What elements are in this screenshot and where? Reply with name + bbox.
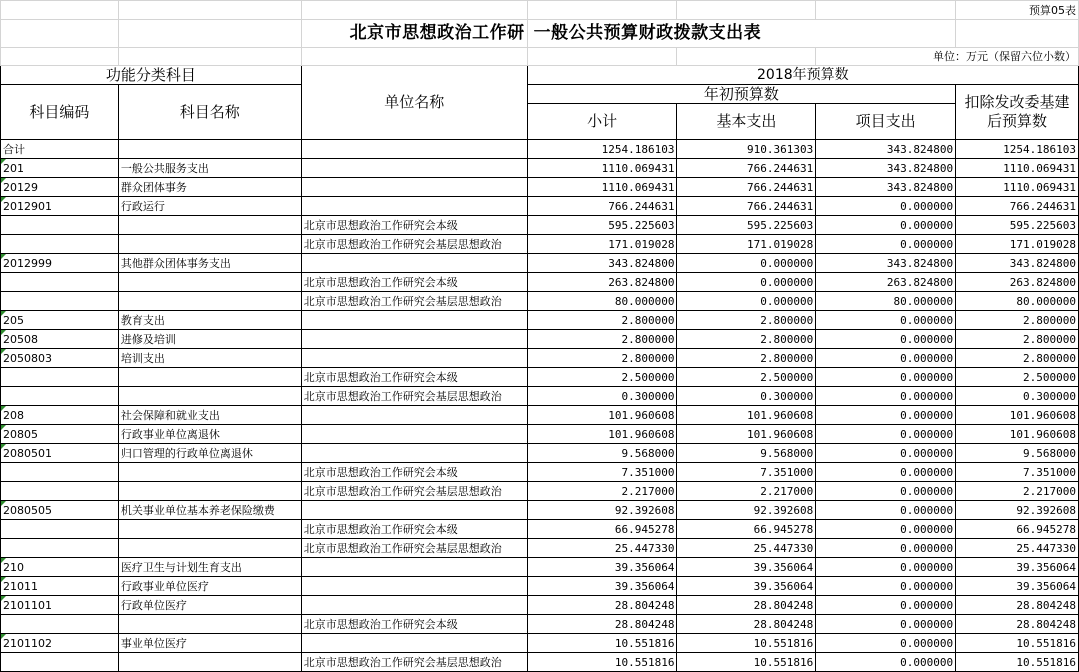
code-cell[interactable]: 20508 [1, 330, 119, 349]
name-cell[interactable] [118, 140, 301, 159]
basic-cell[interactable]: 39.356064 [677, 577, 816, 596]
table-row [1, 634, 1079, 653]
name-cell[interactable]: 社会保障和就业支出 [118, 406, 301, 425]
after-cell[interactable]: 171.019028 [956, 235, 1079, 254]
after-cell[interactable]: 92.392608 [956, 501, 1079, 520]
after-cell[interactable]: 0.300000 [956, 387, 1079, 406]
project-header[interactable]: 项目支出 [816, 104, 956, 140]
table-row [1, 501, 1079, 520]
unit-cell[interactable] [301, 349, 527, 368]
after-cell[interactable]: 595.225603 [956, 216, 1079, 235]
code-cell[interactable]: 2080501 [1, 444, 119, 463]
cell[interactable] [301, 1, 527, 20]
unit-cell[interactable]: 北京市思想政治工作研究会本级 [301, 463, 527, 482]
subtotal-cell[interactable]: 1110.069431 [527, 178, 677, 197]
table-row [1, 330, 1079, 349]
name-cell[interactable]: 一般公共服务支出 [118, 159, 301, 178]
subtotal-cell[interactable]: 171.019028 [527, 235, 677, 254]
subtotal-cell[interactable]: 2.800000 [527, 330, 677, 349]
unit-cell[interactable] [301, 330, 527, 349]
name-cell[interactable]: 行政事业单位离退休 [118, 425, 301, 444]
code-cell[interactable] [1, 292, 119, 311]
basic-cell[interactable]: 0.000000 [677, 273, 816, 292]
subtotal-cell[interactable]: 9.568000 [527, 444, 677, 463]
project-cell[interactable]: 0.000000 [816, 311, 956, 330]
after-cell[interactable]: 39.356064 [956, 558, 1079, 577]
after-cell[interactable]: 2.217000 [956, 482, 1079, 501]
basic-cell[interactable]: 66.945278 [677, 520, 816, 539]
unit-cell[interactable] [301, 577, 527, 596]
name-cell[interactable]: 归口管理的行政单位离退休 [118, 444, 301, 463]
table-row [1, 216, 1079, 235]
after-cell[interactable]: 101.960608 [956, 425, 1079, 444]
name-cell[interactable]: 医疗卫生与计划生育支出 [118, 558, 301, 577]
basic-cell[interactable]: 2.217000 [677, 482, 816, 501]
subtotal-cell[interactable]: 92.392608 [527, 501, 677, 520]
code-cell[interactable] [1, 235, 119, 254]
after-cell[interactable]: 1110.069431 [956, 159, 1079, 178]
table-row [1, 577, 1079, 596]
table-row [1, 178, 1079, 197]
basic-cell[interactable]: 10.551816 [677, 634, 816, 653]
code-cell[interactable] [1, 520, 119, 539]
project-cell[interactable]: 0.000000 [816, 520, 956, 539]
name-cell[interactable]: 教育支出 [118, 311, 301, 330]
basic-cell[interactable]: 7.351000 [677, 463, 816, 482]
project-cell[interactable]: 263.824800 [816, 273, 956, 292]
project-cell[interactable]: 0.000000 [816, 425, 956, 444]
unit-cell[interactable] [301, 254, 527, 273]
subtotal-cell[interactable]: 28.804248 [527, 615, 677, 634]
project-cell[interactable]: 0.000000 [816, 197, 956, 216]
name-cell[interactable] [118, 292, 301, 311]
table-row [1, 653, 1079, 672]
unit-cell[interactable]: 北京市思想政治工作研究会本级 [301, 615, 527, 634]
cell[interactable] [1, 48, 119, 66]
subtotal-cell[interactable]: 10.551816 [527, 653, 677, 672]
after-cell[interactable]: 28.804248 [956, 615, 1079, 634]
subtotal-cell[interactable]: 39.356064 [527, 558, 677, 577]
name-header[interactable]: 科目名称 [118, 85, 301, 140]
table-row [1, 596, 1079, 615]
code-cell[interactable] [1, 615, 119, 634]
unit-cell[interactable] [301, 444, 527, 463]
code-cell[interactable] [1, 482, 119, 501]
subtotal-cell[interactable]: 101.960608 [527, 425, 677, 444]
table-row [1, 273, 1079, 292]
project-cell[interactable]: 0.000000 [816, 216, 956, 235]
name-cell[interactable]: 行政运行 [118, 197, 301, 216]
project-cell[interactable]: 0.000000 [816, 349, 956, 368]
name-cell[interactable] [118, 387, 301, 406]
subtotal-cell[interactable]: 2.217000 [527, 482, 677, 501]
basic-cell[interactable]: 39.356064 [677, 558, 816, 577]
basic-cell[interactable]: 10.551816 [677, 653, 816, 672]
unit-cell[interactable]: 北京市思想政治工作研究会本级 [301, 216, 527, 235]
unit-cell[interactable] [301, 425, 527, 444]
unit-note[interactable]: 单位：万元（保留六位小数） [816, 48, 1079, 66]
cell[interactable] [527, 48, 677, 66]
code-cell[interactable] [1, 653, 119, 672]
code-cell[interactable]: 2012901 [1, 197, 119, 216]
project-cell[interactable]: 0.000000 [816, 330, 956, 349]
name-cell[interactable]: 培训支出 [118, 349, 301, 368]
unit-name-header[interactable]: 单位名称 [301, 66, 527, 140]
code-cell[interactable] [1, 216, 119, 235]
basic-cell[interactable]: 101.960608 [677, 406, 816, 425]
unit-cell[interactable] [301, 197, 527, 216]
code-cell[interactable]: 208 [1, 406, 119, 425]
after-cell[interactable]: 766.244631 [956, 197, 1079, 216]
table-row [1, 387, 1079, 406]
name-cell[interactable] [118, 539, 301, 558]
after-cell[interactable]: 66.945278 [956, 520, 1079, 539]
after-cell[interactable]: 2.800000 [956, 349, 1079, 368]
table-row [1, 368, 1079, 387]
code-cell[interactable]: 2101102 [1, 634, 119, 653]
basic-cell[interactable]: 92.392608 [677, 501, 816, 520]
table-row [1, 235, 1079, 254]
code-cell[interactable]: 205 [1, 311, 119, 330]
subtotal-cell[interactable]: 101.960608 [527, 406, 677, 425]
subtotal-cell[interactable]: 766.244631 [527, 197, 677, 216]
basic-cell[interactable]: 766.244631 [677, 197, 816, 216]
basic-cell[interactable]: 28.804248 [677, 615, 816, 634]
cell[interactable] [1, 20, 119, 48]
project-cell[interactable]: 343.824800 [816, 140, 956, 159]
project-cell[interactable]: 0.000000 [816, 501, 956, 520]
code-cell[interactable]: 20805 [1, 425, 119, 444]
table-row [1, 558, 1079, 577]
code-cell[interactable] [1, 368, 119, 387]
table-row [1, 425, 1079, 444]
name-cell[interactable]: 行政单位医疗 [118, 596, 301, 615]
project-cell[interactable]: 0.000000 [816, 577, 956, 596]
unit-cell[interactable]: 北京市思想政治工作研究会基层思想政治 [301, 387, 527, 406]
unit-cell[interactable] [301, 406, 527, 425]
name-cell[interactable]: 事业单位医疗 [118, 634, 301, 653]
basic-cell[interactable]: 0.000000 [677, 254, 816, 273]
name-cell[interactable] [118, 520, 301, 539]
unit-cell[interactable]: 北京市思想政治工作研究会基层思想政治 [301, 482, 527, 501]
subtotal-cell[interactable]: 1110.069431 [527, 159, 677, 178]
code-cell[interactable]: 2050803 [1, 349, 119, 368]
project-cell[interactable]: 0.000000 [816, 596, 956, 615]
name-cell[interactable] [118, 235, 301, 254]
unit-cell[interactable] [301, 558, 527, 577]
code-cell[interactable] [1, 539, 119, 558]
subtotal-cell[interactable]: 343.824800 [527, 254, 677, 273]
cell[interactable] [118, 48, 301, 66]
code-cell[interactable] [1, 273, 119, 292]
unit-cell[interactable] [301, 311, 527, 330]
basic-cell[interactable]: 28.804248 [677, 596, 816, 615]
subtotal-cell[interactable]: 595.225603 [527, 216, 677, 235]
basic-cell[interactable]: 0.300000 [677, 387, 816, 406]
after-cell[interactable]: 9.568000 [956, 444, 1079, 463]
unit-cell[interactable]: 北京市思想政治工作研究会本级 [301, 273, 527, 292]
project-cell[interactable]: 80.000000 [816, 292, 956, 311]
cell[interactable] [956, 20, 1079, 48]
table-row [1, 292, 1079, 311]
cell[interactable] [118, 1, 301, 20]
basic-cell[interactable]: 9.568000 [677, 444, 816, 463]
table-row [1, 349, 1079, 368]
after-cell[interactable]: 39.356064 [956, 577, 1079, 596]
table-row [1, 254, 1079, 273]
cell[interactable] [527, 1, 677, 20]
after-cell[interactable]: 2.800000 [956, 330, 1079, 349]
cell[interactable] [1, 1, 119, 20]
code-cell[interactable]: 2101101 [1, 596, 119, 615]
name-cell[interactable]: 行政事业单位医疗 [118, 577, 301, 596]
subtotal-cell[interactable]: 2.500000 [527, 368, 677, 387]
project-cell[interactable]: 0.000000 [816, 406, 956, 425]
project-cell[interactable]: 0.000000 [816, 653, 956, 672]
after-cell[interactable]: 7.351000 [956, 463, 1079, 482]
code-cell[interactable] [1, 463, 119, 482]
code-cell[interactable]: 2080505 [1, 501, 119, 520]
basic-cell[interactable]: 0.000000 [677, 292, 816, 311]
subtotal-cell[interactable]: 0.300000 [527, 387, 677, 406]
subtotal-cell[interactable]: 39.356064 [527, 577, 677, 596]
basic-cell[interactable]: 766.244631 [677, 159, 816, 178]
after-cell[interactable]: 10.551816 [956, 634, 1079, 653]
project-cell[interactable]: 0.000000 [816, 615, 956, 634]
after-cell[interactable]: 343.824800 [956, 254, 1079, 273]
name-cell[interactable] [118, 482, 301, 501]
after-cell[interactable]: 2.800000 [956, 311, 1079, 330]
year-budget-header[interactable]: 2018年预算数 [527, 66, 1078, 85]
table-row [1, 520, 1079, 539]
unit-cell[interactable] [301, 634, 527, 653]
table-row [1, 539, 1079, 558]
name-cell[interactable]: 进修及培训 [118, 330, 301, 349]
unit-cell[interactable] [301, 501, 527, 520]
project-cell[interactable]: 0.000000 [816, 368, 956, 387]
code-cell[interactable]: 201 [1, 159, 119, 178]
subtotal-cell[interactable]: 28.804248 [527, 596, 677, 615]
subtotal-cell[interactable]: 25.447330 [527, 539, 677, 558]
project-cell[interactable]: 0.000000 [816, 482, 956, 501]
basic-cell[interactable]: 2.800000 [677, 349, 816, 368]
name-cell[interactable] [118, 653, 301, 672]
code-cell[interactable]: 21011 [1, 577, 119, 596]
code-cell[interactable]: 20129 [1, 178, 119, 197]
after-cell[interactable]: 1254.186103 [956, 140, 1079, 159]
after-cell[interactable]: 28.804248 [956, 596, 1079, 615]
project-cell[interactable]: 0.000000 [816, 444, 956, 463]
name-cell[interactable] [118, 463, 301, 482]
unit-cell[interactable]: 北京市思想政治工作研究会基层思想政治 [301, 539, 527, 558]
unit-cell[interactable]: 北京市思想政治工作研究会本级 [301, 368, 527, 387]
project-cell[interactable]: 0.000000 [816, 387, 956, 406]
code-header[interactable]: 科目编码 [1, 85, 119, 140]
unit-cell[interactable] [301, 596, 527, 615]
name-cell[interactable]: 机关事业单位基本养老保险缴费 [118, 501, 301, 520]
basic-cell[interactable]: 171.019028 [677, 235, 816, 254]
subtotal-cell[interactable]: 66.945278 [527, 520, 677, 539]
project-cell[interactable]: 0.000000 [816, 463, 956, 482]
basic-cell[interactable]: 2.800000 [677, 330, 816, 349]
subtotal-cell[interactable]: 1254.186103 [527, 140, 677, 159]
project-cell[interactable]: 343.824800 [816, 178, 956, 197]
project-cell[interactable]: 343.824800 [816, 254, 956, 273]
subtotal-cell[interactable]: 10.551816 [527, 634, 677, 653]
project-cell[interactable]: 343.824800 [816, 159, 956, 178]
basic-cell[interactable]: 766.244631 [677, 178, 816, 197]
name-cell[interactable]: 群众团体事务 [118, 178, 301, 197]
cell[interactable] [677, 1, 816, 20]
code-cell[interactable] [1, 387, 119, 406]
cell[interactable] [816, 1, 956, 20]
cell[interactable] [118, 20, 301, 48]
unit-cell[interactable]: 北京市思想政治工作研究会基层思想政治 [301, 235, 527, 254]
basic-header[interactable]: 基本支出 [677, 104, 816, 140]
name-cell[interactable] [118, 216, 301, 235]
basic-cell[interactable]: 101.960608 [677, 425, 816, 444]
after-cell[interactable]: 2.500000 [956, 368, 1079, 387]
name-cell[interactable] [118, 273, 301, 292]
table-row [1, 406, 1079, 425]
basic-cell[interactable]: 2.800000 [677, 311, 816, 330]
code-cell[interactable]: 合计 [1, 140, 119, 159]
form-number[interactable]: 预算05表 [956, 1, 1079, 20]
early-budget-header[interactable]: 年初预算数 [527, 85, 955, 104]
project-cell[interactable]: 0.000000 [816, 634, 956, 653]
subtotal-cell[interactable]: 263.824800 [527, 273, 677, 292]
unit-cell[interactable]: 北京市思想政治工作研究会本级 [301, 520, 527, 539]
title-right[interactable]: 一般公共预算财政拨款支出表 [527, 20, 955, 48]
after-cell[interactable]: 1110.069431 [956, 178, 1079, 197]
unit-cell[interactable] [301, 159, 527, 178]
table-row [1, 444, 1079, 463]
unit-cell[interactable] [301, 178, 527, 197]
project-cell[interactable]: 0.000000 [816, 235, 956, 254]
cell[interactable] [301, 48, 527, 66]
table-row [1, 482, 1079, 501]
basic-cell[interactable]: 25.447330 [677, 539, 816, 558]
project-cell[interactable]: 0.000000 [816, 558, 956, 577]
after-deduction-header[interactable]: 扣除发改委基建后预算数 [956, 85, 1079, 140]
title-left[interactable]: 北京市思想政治工作研 [301, 20, 527, 48]
subtotal-header[interactable]: 小计 [527, 104, 677, 140]
func-group-header[interactable]: 功能分类科目 [1, 66, 302, 85]
unit-cell[interactable]: 北京市思想政治工作研究会基层思想政治 [301, 653, 527, 672]
table-row [1, 159, 1079, 178]
unit-cell[interactable]: 北京市思想政治工作研究会基层思想政治 [301, 292, 527, 311]
after-cell[interactable]: 25.447330 [956, 539, 1079, 558]
code-cell[interactable]: 210 [1, 558, 119, 577]
table-row [1, 311, 1079, 330]
subtotal-cell[interactable]: 80.000000 [527, 292, 677, 311]
table-row [1, 615, 1079, 634]
after-cell[interactable]: 263.824800 [956, 273, 1079, 292]
unit-cell[interactable] [301, 140, 527, 159]
project-cell[interactable]: 0.000000 [816, 539, 956, 558]
name-cell[interactable] [118, 615, 301, 634]
subtotal-cell[interactable]: 7.351000 [527, 463, 677, 482]
name-cell[interactable]: 其他群众团体事务支出 [118, 254, 301, 273]
basic-cell[interactable]: 2.500000 [677, 368, 816, 387]
after-cell[interactable]: 10.551816 [956, 653, 1079, 672]
after-cell[interactable]: 80.000000 [956, 292, 1079, 311]
table-row [1, 463, 1079, 482]
code-cell[interactable]: 2012999 [1, 254, 119, 273]
basic-cell[interactable]: 910.361303 [677, 140, 816, 159]
table-row [1, 140, 1079, 159]
cell[interactable] [677, 48, 816, 66]
name-cell[interactable] [118, 368, 301, 387]
subtotal-cell[interactable]: 2.800000 [527, 349, 677, 368]
table-row [1, 197, 1079, 216]
basic-cell[interactable]: 595.225603 [677, 216, 816, 235]
after-cell[interactable]: 101.960608 [956, 406, 1079, 425]
subtotal-cell[interactable]: 2.800000 [527, 311, 677, 330]
